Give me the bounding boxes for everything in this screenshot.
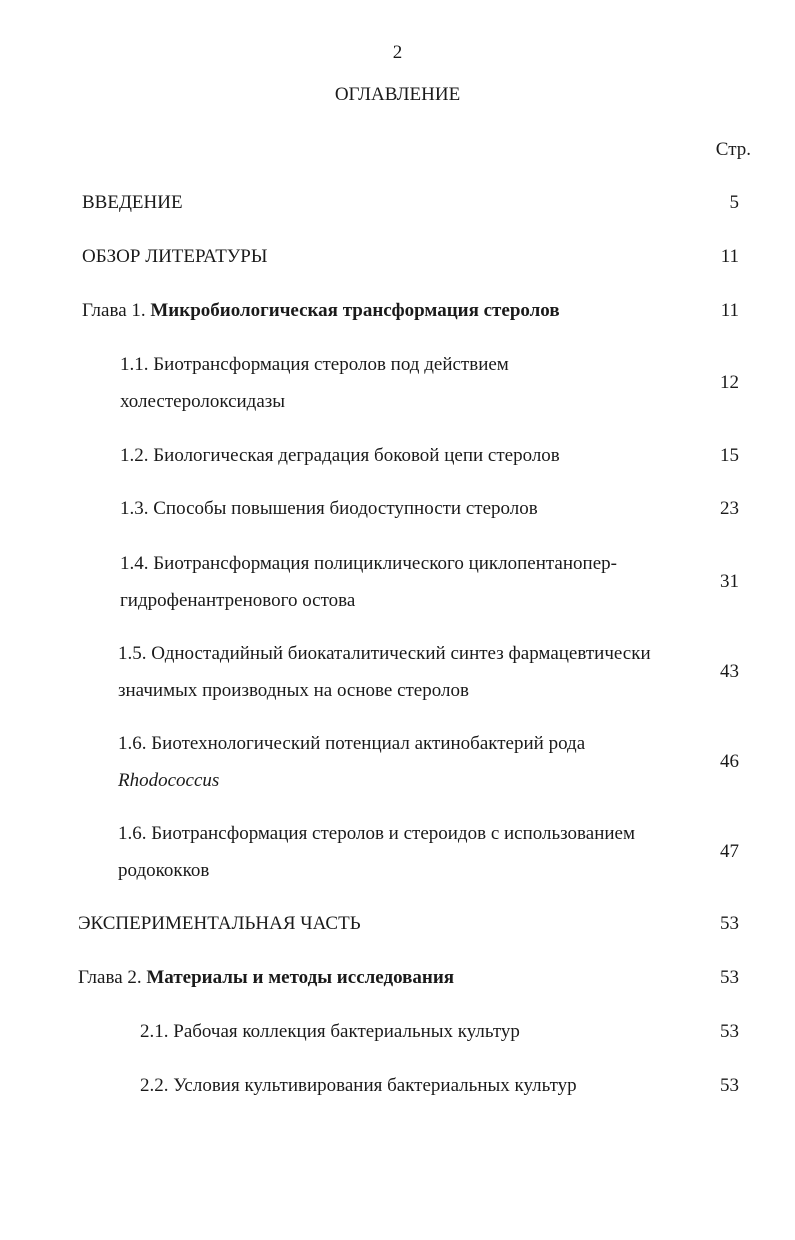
toc-entry-text: 2.2. Условия культивирования бактериальных культур	[140, 1075, 577, 1096]
toc-entry-page: 47	[720, 841, 739, 862]
toc-entry-line1: 1.6. Биотрансформация стеролов и стероидов с использованием	[118, 823, 636, 844]
genus-name: Rhodococcus	[118, 770, 220, 791]
toc-entry-page: 43	[720, 661, 739, 682]
toc-entry-page: 53	[720, 913, 739, 934]
toc-entry-page: 15	[720, 445, 739, 466]
toc-entry-line1: 1.4. Биотрансформация полициклического циклопентанопер-	[120, 553, 617, 574]
toc-entry-page: 23	[720, 498, 739, 519]
toc-entry-page: 31	[720, 571, 739, 592]
toc-entry-page: 46	[720, 751, 739, 772]
toc-entry-text: ЭКСПЕРИМЕНТАЛЬНАЯ ЧАСТЬ	[78, 913, 361, 934]
toc-entry-text: 1.3. Способы повышения биодоступности стеролов	[120, 498, 538, 519]
toc-entry-line2: холестеролоксидазы	[120, 391, 286, 412]
toc-entry-line1: 1.1. Биотрансформация стеролов под действием	[120, 354, 509, 375]
toc-entry-page: 11	[720, 300, 739, 321]
toc-entry-text: ВВЕДЕНИЕ	[82, 192, 183, 213]
toc-entry-line2: гидрофенантренового остова	[120, 590, 356, 611]
toc-entry-line2: родококков	[118, 860, 210, 881]
chapter-prefix: Глава 1.	[82, 300, 151, 321]
toc-entry-line2: значимых производных на основе стеролов	[118, 680, 469, 701]
toc-entry-page: 53	[720, 1021, 739, 1042]
page-number: 2	[392, 42, 403, 63]
chapter-prefix: Глава 2.	[78, 967, 147, 988]
toc-entry-line2	[118, 770, 219, 792]
toc-entry-line1: 1.6. Биотехнологический потенциал актинобактерий рода	[118, 733, 586, 754]
toc-entry-text: 2.1. Рабочая коллекция бактериальных культур	[140, 1021, 520, 1042]
toc-entry-text	[82, 300, 560, 322]
toc-entry-page: 5	[729, 192, 739, 213]
toc-entry-text: 1.2. Биологическая деградация боковой цепи стеролов	[120, 445, 560, 466]
toc-entry-text: ОБЗОР ЛИТЕРАТУРЫ	[82, 246, 268, 267]
toc-entry-page: 53	[720, 967, 739, 988]
toc-entry-page: 11	[720, 246, 739, 267]
page-column-label: Стр.	[715, 139, 751, 160]
chapter-title: Микробиологическая трансформация стеролов	[150, 300, 560, 321]
toc-entry-text	[78, 967, 454, 989]
chapter-title: Материалы и методы исследования	[146, 967, 455, 988]
toc-entry-page: 53	[720, 1075, 739, 1096]
toc-entry-line1: 1.5. Одностадийный биокаталитический синтез фармацевтически	[118, 643, 651, 664]
toc-entry-page: 12	[720, 372, 739, 393]
toc-title: ОГЛАВЛЕНИЕ	[334, 84, 461, 105]
